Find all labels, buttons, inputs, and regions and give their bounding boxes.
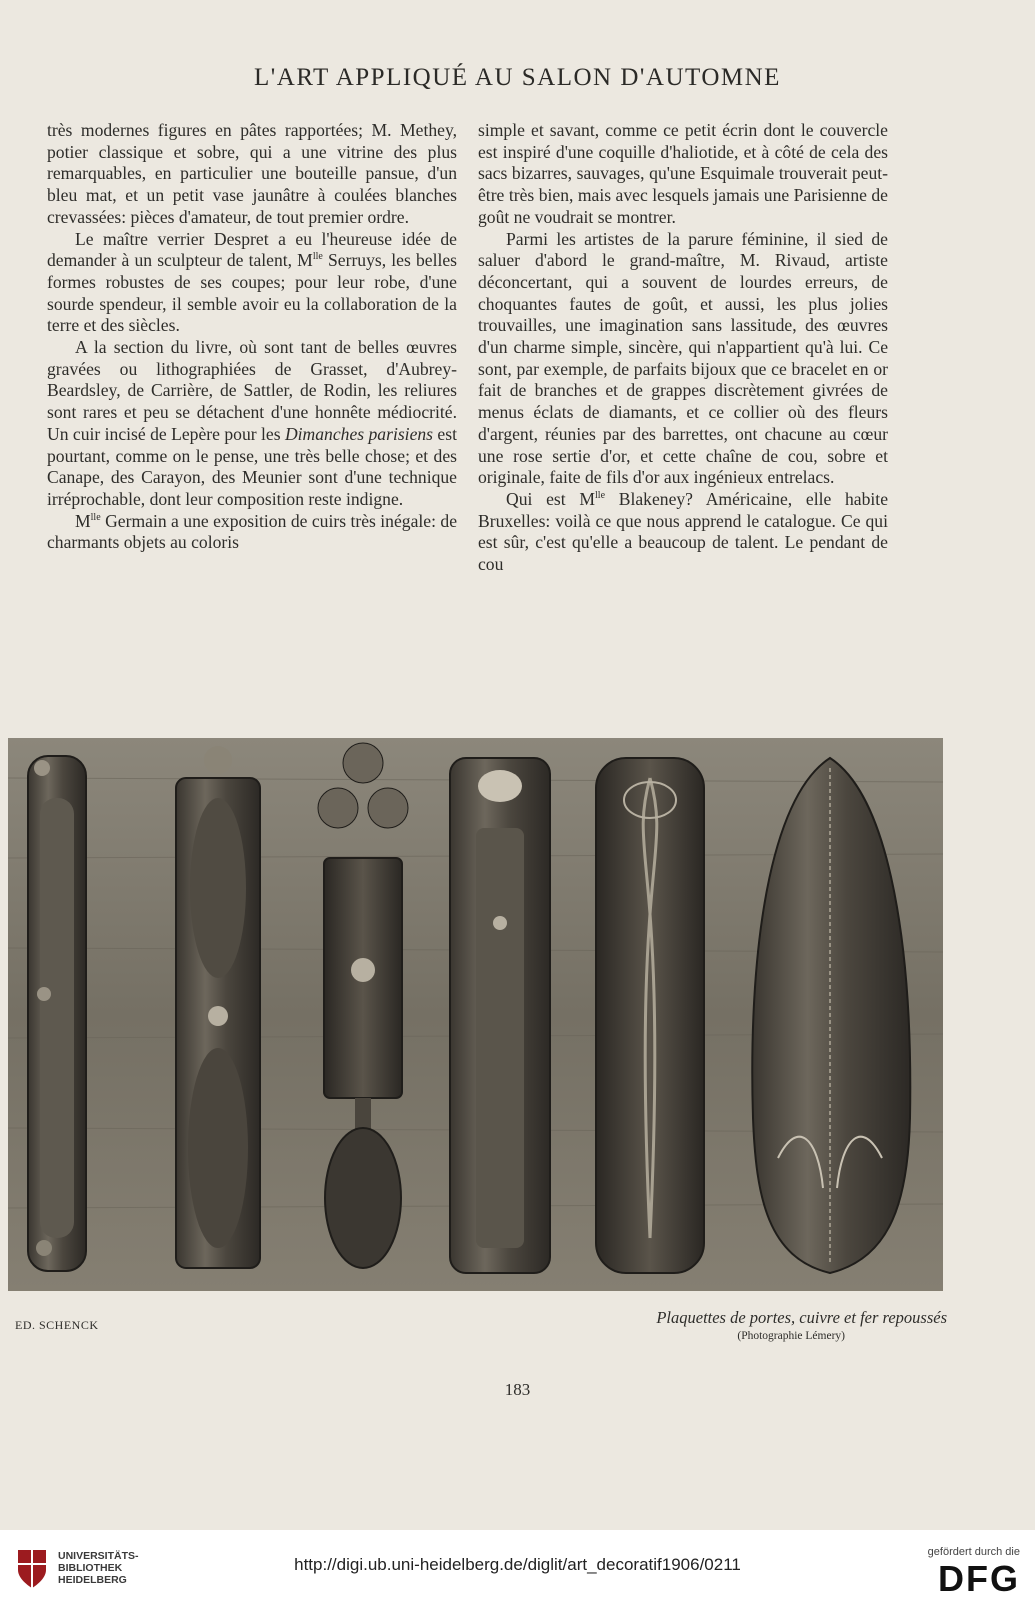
plate-1 <box>28 756 86 1271</box>
left-paragraph-3: A la section du livre, où sont tant de belles œuvres gravées ou lithographiées de Grasset, d'Aubrey-Beardsley, de Carrière, de Sattler, de Rodin, les reliures sont rares et peu se détachent d'une honnête médiocrité. Un cuir incisé de Lepère pour les Dimanches parisiens est pourtant, comme on le pense, une très belle chose; et des Canape, des Carayon, des Meunier sont d'une technique irréprochable, dont leur composition reste indigne. <box>47 337 457 509</box>
artist-credit: ED. SCHENCK <box>15 1318 99 1332</box>
left-column <box>47 120 457 554</box>
right-paragraph-1: simple et savant, comme ce petit écrin dont le couvercle est inspiré d'une coquille d'haliotide, et à côté de cela des sacs bizarres, sauvages, qu'une Esquimale trouverait peut-être très bien, mais avec lesquels jamais une Parisienne de goût ne voudrait se montrer. <box>478 120 888 227</box>
right-column <box>478 120 888 576</box>
left-paragraph-4: $M^{lle}$ Germain a une exposition de cuirs très inégale: de charmants objets au coloris <box>47 510 457 553</box>
plate-2 <box>176 746 260 1268</box>
right-paragraph-3: Qui est $M^{lle}$ Blakeney? Américaine, elle habite Bruxelles: voilà ce que nous apprend le catalogue. Ce qui est sûr, c'est qu'elle a beaucoup de talent. Le pendant de cou <box>478 488 888 575</box>
funding-label: gefördert durch die <box>927 1546 1020 1558</box>
plate-4 <box>450 758 550 1273</box>
viewer-footer <box>0 1530 1035 1604</box>
left-paragraph-2: Le maître verrier Despret a eu l'heureuse idée de demander à un sculpteur de talent, $M^{lle}$ Serruys, les belles formes robustes de ses coupes; pour leur robe, d'une sourde spendeur, il semble avoir eu la collaboration de la terre et des siècles. <box>47 228 458 336</box>
book-title: Dimanches parisiens <box>284 423 434 444</box>
dfg-logo: DFG <box>938 1558 1020 1599</box>
plate-5 <box>596 758 704 1273</box>
library-name: UNIVERSITÄTS- BIBLIOTHEK HEIDELBERG <box>58 1550 139 1586</box>
photo-credit: (Photographie Lémery) <box>737 1330 845 1342</box>
page-number: 183 <box>504 1380 531 1399</box>
door-plates-photograph <box>8 738 943 1291</box>
permalink-url[interactable]: http://digi.ub.uni-heidelberg.de/diglit/art_decoratif1906/0211 <box>294 1555 741 1574</box>
running-head: L'ART APPLIQUÉ AU SALON D'AUTOMNE <box>254 64 781 91</box>
figure-caption: Plaquettes de portes, cuivre et fer repoussés <box>656 1308 947 1327</box>
right-paragraph-2: Parmi les artistes de la parure féminine, il sied de saluer d'abord le grand-maître, M. Rivaud, artiste déconcertant, qui a souvent de lourdes erreurs, de choquantes fautes de goût, et aussi, les plus jolies trouvailles, une imagination sans lassitude, des œuvres d'un charme simple, sincère, qui n'appartient qu'à lui. Ce sont, par exemple, de parfaits bijoux que ce bracelet en or fait de branches et de grappes discrètement givrées de menus éclats de diamants, et ce collier où des fleurs d'argent, réunies par des barrettes, ont chacune au cœur une rose sertie d'or, et cette chaîne de cou, sobre et originale, faite de fils d'or aux ingénieux entrelacs. <box>478 228 888 488</box>
photo-illustration <box>8 738 943 1291</box>
left-paragraph-1: très modernes figures en pâtes rapportées; M. Methey, potier classique et sobre, qui a une vitrine des plus remarquables, en particulier une bouteille pansue, d'un bleu mat, et un petit vase jaunâtre à coulées blanches crevassées: pièces d'amateur, de tout premier ordre. <box>47 120 457 227</box>
